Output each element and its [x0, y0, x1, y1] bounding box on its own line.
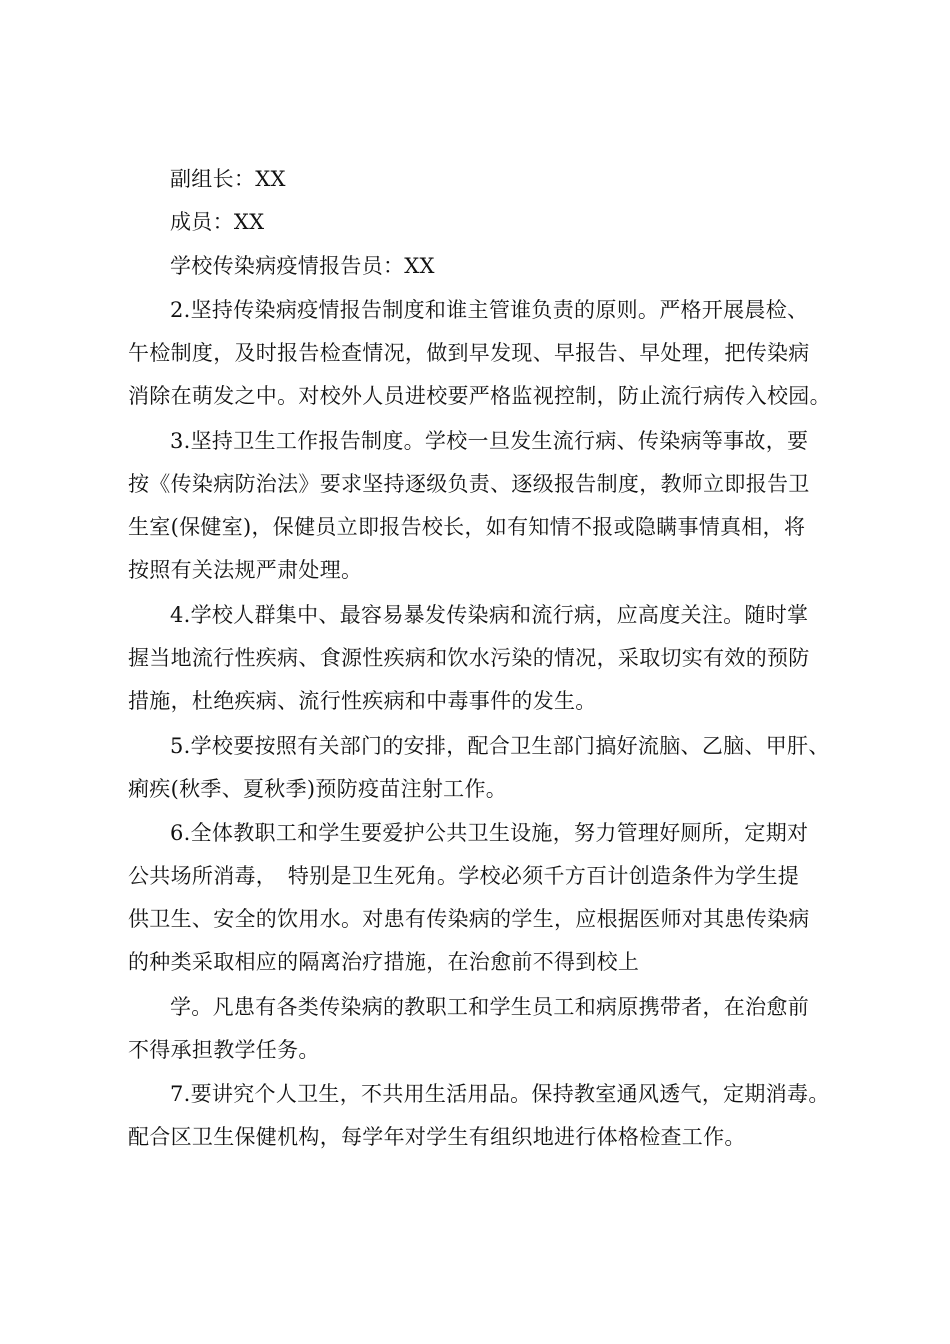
para-3-line-1: 3.坚持卫生工作报告制度。学校一旦发生流行病、传染病等事故，要 [170, 429, 809, 453]
para-6b-line-2: 不得承担教学任务。 [128, 1038, 320, 1062]
para-5-line-2: 痢疾(秋季、夏秋季)预防疫苗注射工作。 [128, 777, 508, 801]
para-6-line-3: 供卫生、安全的饮用水。对患有传染病的学生，应根据医师对其患传染病 [128, 907, 810, 931]
deputy-leader-line: 副组长：XX [170, 167, 286, 191]
para-4-line-2: 握当地流行性疾病、食源性疾病和饮水污染的情况，采取切实有效的预防 [128, 646, 810, 670]
para-6-line-2: 公共场所消毒， 特别是卫生死角。学校必须千方百计创造条件为学生提 [128, 864, 800, 888]
para-5-line-1: 5.学校要按照有关部门的安排，配合卫生部门搞好流脑、乙脑、甲肝、 [170, 734, 830, 758]
para-6-line-4: 的种类采取相应的隔离治疗措施，在治愈前不得到校上 [128, 950, 640, 974]
para-3-line-4: 按照有关法规严肃处理。 [128, 558, 363, 582]
para-6-line-1: 6.全体教职工和学生要爱护公共卫生设施，努力管理好厕所，定期对 [170, 821, 809, 845]
para-4-line-1: 4.学校人群集中、最容易暴发传染病和流行病，应高度关注。随时掌 [170, 603, 809, 627]
para-3-line-3: 生室(保健室)，保健员立即报告校长，如有知情不报或隐瞒事情真相，将 [128, 515, 806, 539]
para-7-line-2: 配合区卫生保健机构，每学年对学生有组织地进行体格检查工作。 [128, 1125, 746, 1149]
para-7-line-1: 7.要讲究个人卫生，不共用生活用品。保持教室通风透气，定期消毒。 [170, 1082, 830, 1106]
para-4-line-3: 措施，杜绝疾病、流行性疾病和中毒事件的发生。 [128, 689, 597, 713]
para-6b-line-1: 学。凡患有各类传染病的教职工和学生员工和病原携带者，在治愈前 [170, 995, 809, 1019]
members-line: 成员：XX [170, 210, 265, 234]
para-3-line-2: 按《传染病防治法》要求坚持逐级负责、逐级报告制度，教师立即报告卫 [128, 472, 810, 496]
reporter-line: 学校传染病疫情报告员：XX [170, 254, 435, 278]
para-2-line-1: 2.坚持传染病疫情报告制度和谁主管谁负责的原则。严格开展晨检、 [170, 298, 809, 322]
para-2-line-3: 消除在萌发之中。对校外人员进校要严格监视控制，防止流行病传入校园。 [128, 384, 831, 408]
para-2-line-2: 午检制度，及时报告检查情况，做到早发现、早报告、早处理，把传染病 [128, 341, 810, 365]
